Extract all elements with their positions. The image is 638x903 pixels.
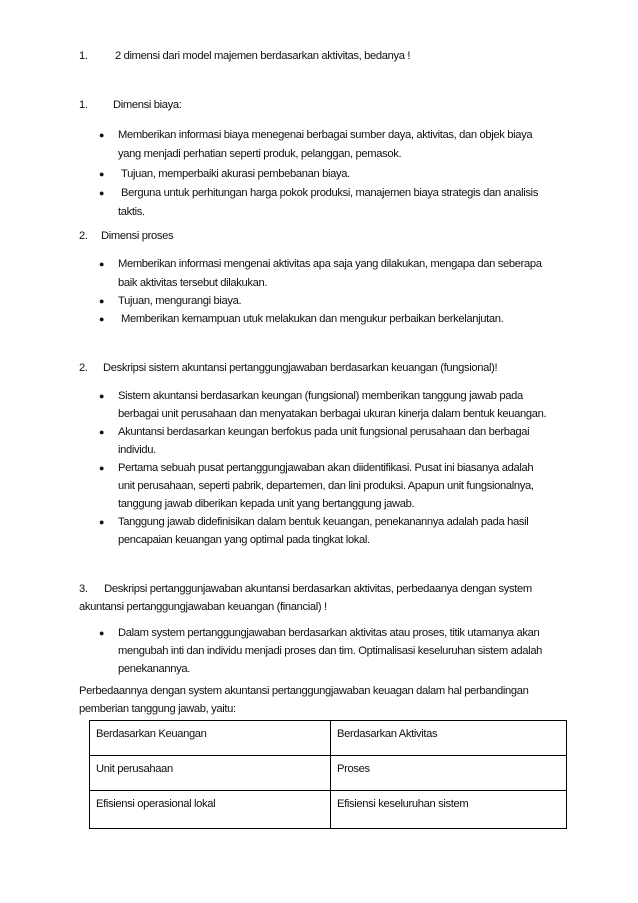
table-header-cell: Berdasarkan Aktivitas: [331, 721, 567, 756]
q1-item1-bullet3-line2: taktis.: [118, 206, 145, 218]
q2-bullet3-line3: tanggung jawab diberikan kepada unit yang bertanggung jawab.: [118, 498, 415, 510]
q2-bullet1-line1: Sistem akuntansi berdasarkan keungan (fungsional) memberikan tanggung jawab pada: [118, 390, 523, 402]
q1-item1-bullet2-line1: Tujuan, memperbaiki akurasi pembebanan biaya.: [121, 168, 350, 180]
q3-paragraph-line2: pemberian tanggung jawab, yaitu:: [79, 703, 236, 715]
q2-bullet3-line1: Pertama sebuah pusat pertanggungjawaban akan diidentifikasi. Pusat ini biasanya adalah: [118, 462, 534, 474]
q3-bullet1-line3: penekanannya.: [118, 663, 190, 675]
bullet-icon: ●: [99, 391, 105, 401]
bullet-icon: ●: [99, 188, 105, 198]
table-cell: Efisiensi operasional lokal: [90, 791, 331, 829]
q1-item1-bullet1-line1: Memberikan informasi biaya menegenai berbagai sumber daya, aktivitas, dan objek biaya: [118, 129, 533, 141]
q1-item2-bullet1-line2: baik aktivitas tersebut dilakukan.: [118, 277, 268, 289]
bullet-icon: ●: [99, 296, 105, 306]
q3-question-line2: akuntansi pertanggungjawaban keuangan (financial) !: [79, 601, 327, 613]
q1-item1-title: Dimensi biaya:: [113, 99, 182, 111]
q1-item1-bullet3-line1: Berguna untuk perhitungan harga pokok produksi, manajemen biaya strategis dan analisis: [121, 187, 539, 199]
q3-paragraph-line1: Perbedaannya dengan system akuntansi pertanggungjawaban keuagan dalam hal perbandingan: [79, 685, 529, 697]
q1-item2-number: 2.: [79, 230, 88, 242]
comparison-table: [89, 720, 567, 829]
bullet-icon: ●: [99, 628, 105, 638]
q1-item1-number: 1.: [79, 99, 88, 111]
q2-bullet3-line2: unit perusahaan, seperti pabrik, departemen, dan lini produksi. Apapun unit fungsionalnya,: [118, 480, 534, 492]
table-cell: Efisiensi keseluruhan sistem: [331, 791, 567, 829]
table-row: [90, 791, 567, 829]
table-cell: Proses: [331, 756, 567, 791]
q1-item2-title: Dimensi proses: [101, 230, 174, 242]
bullet-icon: ●: [99, 314, 105, 324]
bullet-icon: ●: [99, 259, 105, 269]
bullet-icon: ●: [99, 427, 105, 437]
q3-bullet1-line1: Dalam system pertanggungjawaban berdasarkan aktivitas atau proses, titik utamanya akan: [118, 627, 540, 639]
bullet-icon: ●: [99, 463, 105, 473]
q2-number: 2.: [79, 362, 88, 374]
q1-item2-bullet2-line1: Tujuan, mengurangi biaya.: [118, 295, 242, 307]
table-row: [90, 756, 567, 791]
q1-item1-bullet1-line2: yang menjadi perhatian seperti produk, pelanggan, pemasok.: [118, 148, 402, 160]
table-header-cell: Berdasarkan Keuangan: [90, 721, 331, 756]
bullet-icon: ●: [99, 517, 105, 527]
q2-bullet2-line2: individu.: [118, 444, 156, 456]
q3-bullet1-line2: mengubah inti dan individu menjadi proses dan tim. Optimalisasi keseluruhan sistem adalah: [118, 645, 543, 657]
q3-question-line1: 3. Deskripsi pertanggunjawaban akuntansi berdasarkan aktivitas, perbedaanya dengan system: [79, 583, 532, 595]
bullet-icon: ●: [99, 169, 105, 179]
q1-number: 1.: [79, 50, 88, 62]
q2-bullet1-line2: berbagai unit perusahaan dan menyatakan berbagai ukuran kinerja dalam bentuk keuangan.: [118, 408, 547, 420]
q2-bullet4-line1: Tanggung jawab didefinisikan dalam bentuk keuangan, penekanannya adalah pada hasil: [118, 516, 529, 528]
q1-question: 2 dimensi dari model majemen berdasarkan aktivitas, bedanya !: [115, 50, 411, 62]
q2-question: Deskripsi sistem akuntansi pertanggungjawaban berdasarkan keuangan (fungsional)!: [103, 362, 498, 374]
q2-bullet2-line1: Akuntansi berdasarkan keungan berfokus pada unit fungsional perusahaan dan berbagai: [118, 426, 530, 438]
q1-item2-bullet3-line1: Memberikan kemampuan utuk melakukan dan mengukur perbaikan berkelanjutan.: [121, 313, 504, 325]
table-cell: Unit perusahaan: [90, 756, 331, 791]
table-header-row: [90, 721, 567, 756]
q2-bullet4-line2: pencapaian keuangan yang optimal pada tingkat lokal.: [118, 534, 370, 546]
bullet-icon: ●: [99, 130, 105, 140]
q1-item2-bullet1-line1: Memberikan informasi mengenai aktivitas apa saja yang dilakukan, mengapa dan seberapa: [118, 258, 542, 270]
